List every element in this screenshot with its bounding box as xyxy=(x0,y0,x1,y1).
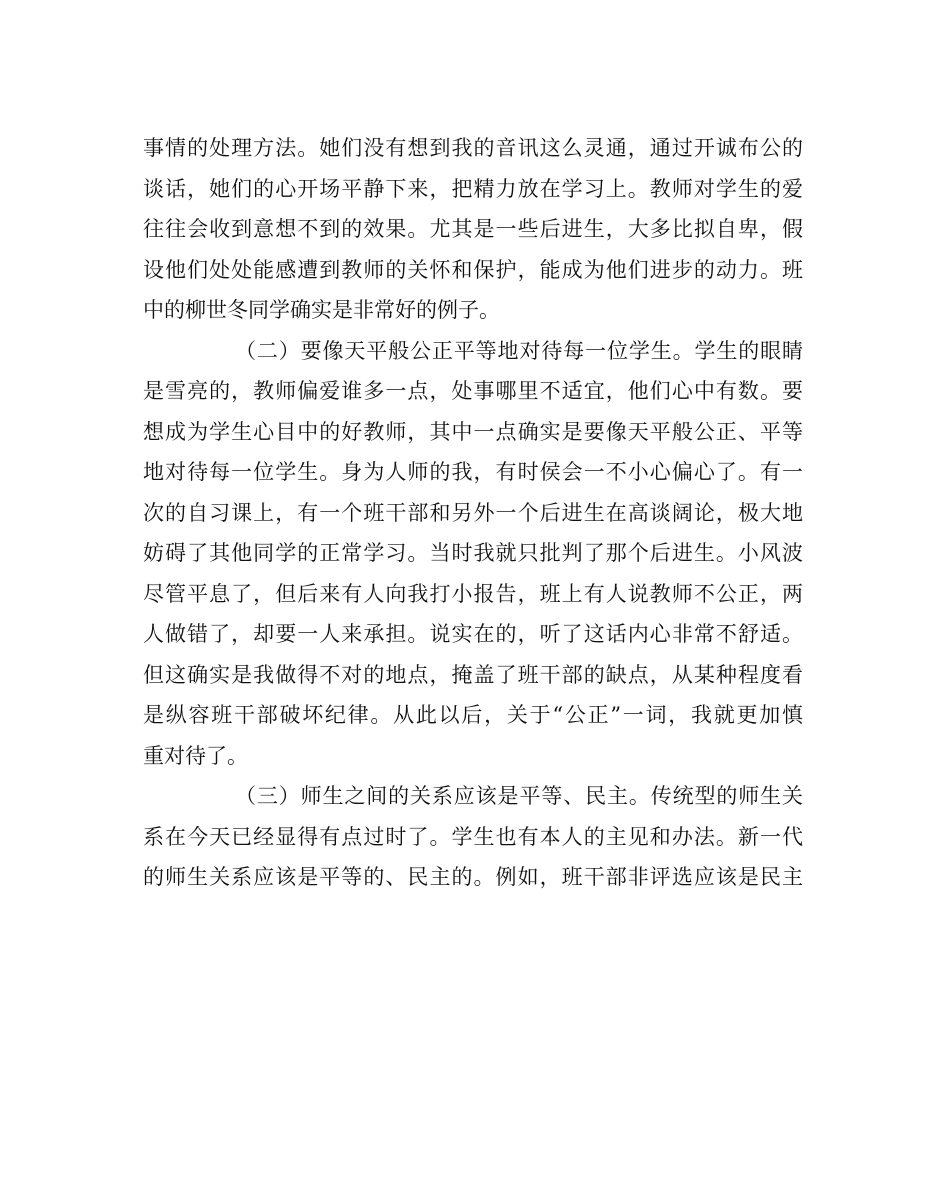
text-line: 次的自习课上，有一个班干部和另外一个后进生在高谈阔论，极大地 xyxy=(143,500,803,525)
text-line: 人做错了，却要一人来承担。说实在的，听了这话内心非常不舒适。 xyxy=(143,622,803,646)
text-line: 想成为学生心目中的好教师，其中一点确实是要像天平般公正、平等 xyxy=(143,419,803,444)
body-text xyxy=(143,128,803,898)
text-line: 系在今天已经显得有点过时了。学生也有本人的主见和办法。新一代 xyxy=(143,824,803,849)
text-line: 是纵容班干部破坏纪律。从此以后，关于“公正”一词，我就更加慎 xyxy=(143,703,803,727)
text-line: 重对待了。 xyxy=(143,743,248,768)
text-line: 往往会收到意想不到的效果。尤其是一些后进生，大多比拟自卑，假 xyxy=(143,217,803,241)
text-line: 的师生关系应该是平等的、民主的。例如，班干部非评选应该是民主 xyxy=(143,865,803,889)
text-line: 妨碍了其他同学的正常学习。当时我就只批判了那个后进生。小风波 xyxy=(143,541,803,565)
text-line: 但这确实是我做得不对的地点，掩盖了班干部的缺点，从某种程度看 xyxy=(143,662,803,687)
text-line: 中的柳世冬同学确实是非常好的例子。 xyxy=(143,298,500,322)
paragraph-first-line: （三）师生之间的关系应该是平等、民主。传统型的师生关 xyxy=(235,784,803,808)
paragraph-first-line: （二）要像天平般公正平等地对待每一位学生。学生的眼睛 xyxy=(235,338,803,363)
text-line: 尽管平息了，但后来有人向我打小报告，班上有人说教师不公正，两 xyxy=(143,581,803,606)
text-line: 是雪亮的，教师偏爱谁多一点，处事哪里不适宜，他们心中有数。要 xyxy=(143,379,803,403)
text-line: 谈话，她们的心开场平静下来，把精力放在学习上。教师对学生的爱 xyxy=(143,176,803,201)
text-line: 事情的处理方法。她们没有想到我的音讯这么灵通，通过开诚布公的 xyxy=(143,136,803,160)
text-line: 设他们处处能感遭到教师的关怀和保护，能成为他们进步的动力。班 xyxy=(143,257,803,282)
text-line: 地对待每一位学生。身为人师的我，有时侯会一不小心偏心了。有一 xyxy=(143,460,803,484)
